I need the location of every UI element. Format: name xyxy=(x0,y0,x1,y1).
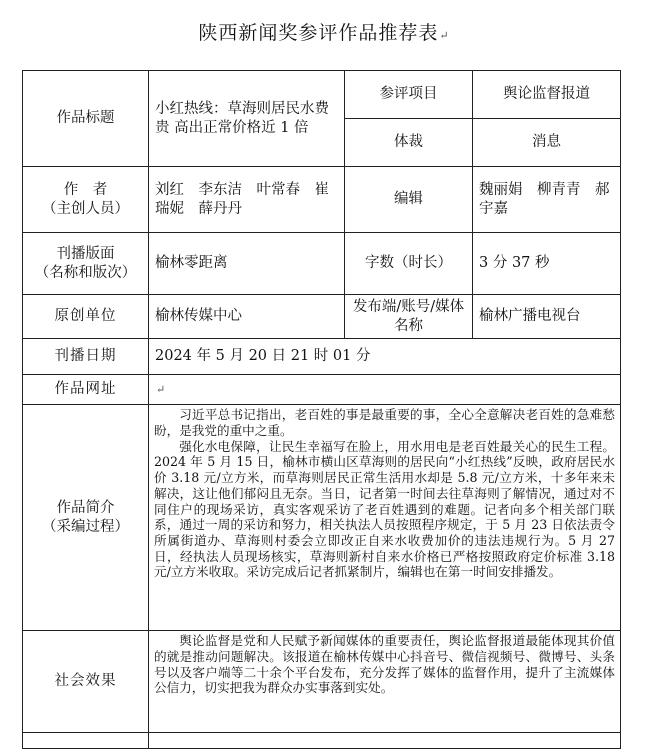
intro-label-line2: （采编过程） xyxy=(42,518,129,535)
author-label-cell xyxy=(23,167,149,233)
intro-label-line1: 作品简介 xyxy=(56,500,115,517)
row-date xyxy=(23,339,621,375)
work-title-value-cell xyxy=(149,71,345,167)
author-label-line1: 作 者 xyxy=(63,181,108,198)
editor-label: 编辑 xyxy=(394,191,423,208)
author-value-cell xyxy=(149,167,345,233)
date-label: 刊播日期 xyxy=(54,348,117,365)
row-continuation xyxy=(23,733,621,749)
intro-label-cell xyxy=(23,405,149,631)
work-title-label: 作品标题 xyxy=(56,110,115,127)
entry-item-value: 舆论监督报道 xyxy=(503,86,590,103)
genre-label-cell xyxy=(345,119,473,167)
edition-label-line2: （名称和版次） xyxy=(34,264,137,281)
edition-value-cell xyxy=(149,233,345,295)
publisher-label-cell xyxy=(345,295,473,339)
genre-value: 消息 xyxy=(532,134,561,151)
row-origin xyxy=(23,295,621,339)
intro-paragraph: 强化水电保障，让民生幸福写在脸上，用水用电是老百姓最关心的民生工程。2024 年 5 月 15 日，榆林市横山区草海则的居民向“小红热线”反映，政府居民水价 3.18 元/立方米，而草海则居民正常生活用水却是 5.8 元/立方米，十多年来未解决，这让他们郁闷且无奈。当日，记者第一时间去往草海则了解情况，通过对不同住户的现场采访，真实客观采访了老百姓遇到的难题。记者向多个相关部门联系，通过一周的采访和努力，相关执法人员按照程序规定，于 5 月 23 日依法责令所属街道办、草海则村委会立即改正自来水收费加价的违法违规行为。5 月 27 日，经执法人员现场核实，草海则新村自来水价格已严格按照政府定价标准 3.18 元/立方米收取。采访完成后记者抓紧制片，编辑也在第一时间安排播发。 xyxy=(154,438,615,580)
date-value-cell xyxy=(149,339,621,375)
entry-item-label: 参评项目 xyxy=(379,86,438,103)
date-value: 2024 年 5 月 20 日 21 时 01 分 xyxy=(155,348,371,365)
intro-text-cell xyxy=(149,405,621,631)
effect-label: 社会效果 xyxy=(54,673,117,690)
publisher-value-cell xyxy=(473,295,621,339)
effect-paragraph: 舆论监督是党和人民赋予新闻媒体的重要责任，舆论监督报道最能体现其价值的就是推动问题解决。该报道在榆林传媒中心抖音号、微信视频号、微博号、头条号以及客户端等二十余个平台发布，充分发挥了媒体的监督作用，提升了主流媒体公信力，切实把我为群众办实事落到实处。 xyxy=(154,633,615,696)
author-value: 刘红 李东洁 叶常春 崔瑞妮 薛丹丹 xyxy=(155,181,329,217)
date-label-cell xyxy=(23,339,149,375)
editor-label-cell xyxy=(345,167,473,233)
entry-item-value-cell xyxy=(473,71,621,119)
row-work-title xyxy=(23,71,621,119)
entry-item-label-cell xyxy=(345,71,473,119)
intro-paragraph: 习近平总书记指出，老百姓的事是最重要的事，全心全意解决老百姓的急难愁盼，是我党的重中之重。 xyxy=(154,407,615,438)
paragraph-mark-icon: ↵ xyxy=(439,29,450,42)
row-intro xyxy=(23,405,621,631)
work-title-label-cell xyxy=(23,71,149,167)
edition-label-cell xyxy=(23,233,149,295)
url-label: 作品网址 xyxy=(54,381,117,398)
editor-value: 魏丽娟 柳青青 郝宇嘉 xyxy=(479,181,610,217)
length-label-cell xyxy=(345,233,473,295)
publisher-value: 榆林广播电视台 xyxy=(479,308,581,325)
edition-value: 榆林零距离 xyxy=(155,255,228,272)
effect-text-cell xyxy=(149,631,621,733)
edition-label-line1: 刊播版面 xyxy=(56,245,115,262)
url-value-cell xyxy=(149,375,621,405)
origin-value-cell xyxy=(149,295,345,339)
recommendation-form-table xyxy=(22,70,621,749)
row-url xyxy=(23,375,621,405)
row-effect xyxy=(23,631,621,733)
origin-value: 榆林传媒中心 xyxy=(155,308,242,325)
editor-value-cell xyxy=(473,167,621,233)
url-label-cell xyxy=(23,375,149,405)
length-value-cell xyxy=(473,233,621,295)
origin-label-cell xyxy=(23,295,149,339)
row-edition xyxy=(23,233,621,295)
genre-label: 体裁 xyxy=(394,134,423,151)
continuation-cell xyxy=(23,733,149,749)
page-title-text: 陕西新闻奖参评作品推荐表 xyxy=(198,22,439,44)
work-title-value: 小红热线：草海则居民水费贵 高出正常价格近 1 倍 xyxy=(155,100,329,136)
page-title xyxy=(0,18,648,45)
length-label: 字数（时长） xyxy=(365,255,452,272)
paragraph-mark-icon: ↵ xyxy=(156,383,166,397)
continuation-cell xyxy=(149,733,621,749)
genre-value-cell xyxy=(473,119,621,167)
publisher-label: 发布端/账号/媒体名称 xyxy=(352,299,465,334)
length-value: 3 分 37 秒 xyxy=(479,255,550,272)
origin-label: 原创单位 xyxy=(54,308,117,325)
author-label-line2: （主创人员） xyxy=(42,200,129,217)
effect-label-cell xyxy=(23,631,149,733)
row-author xyxy=(23,167,621,233)
